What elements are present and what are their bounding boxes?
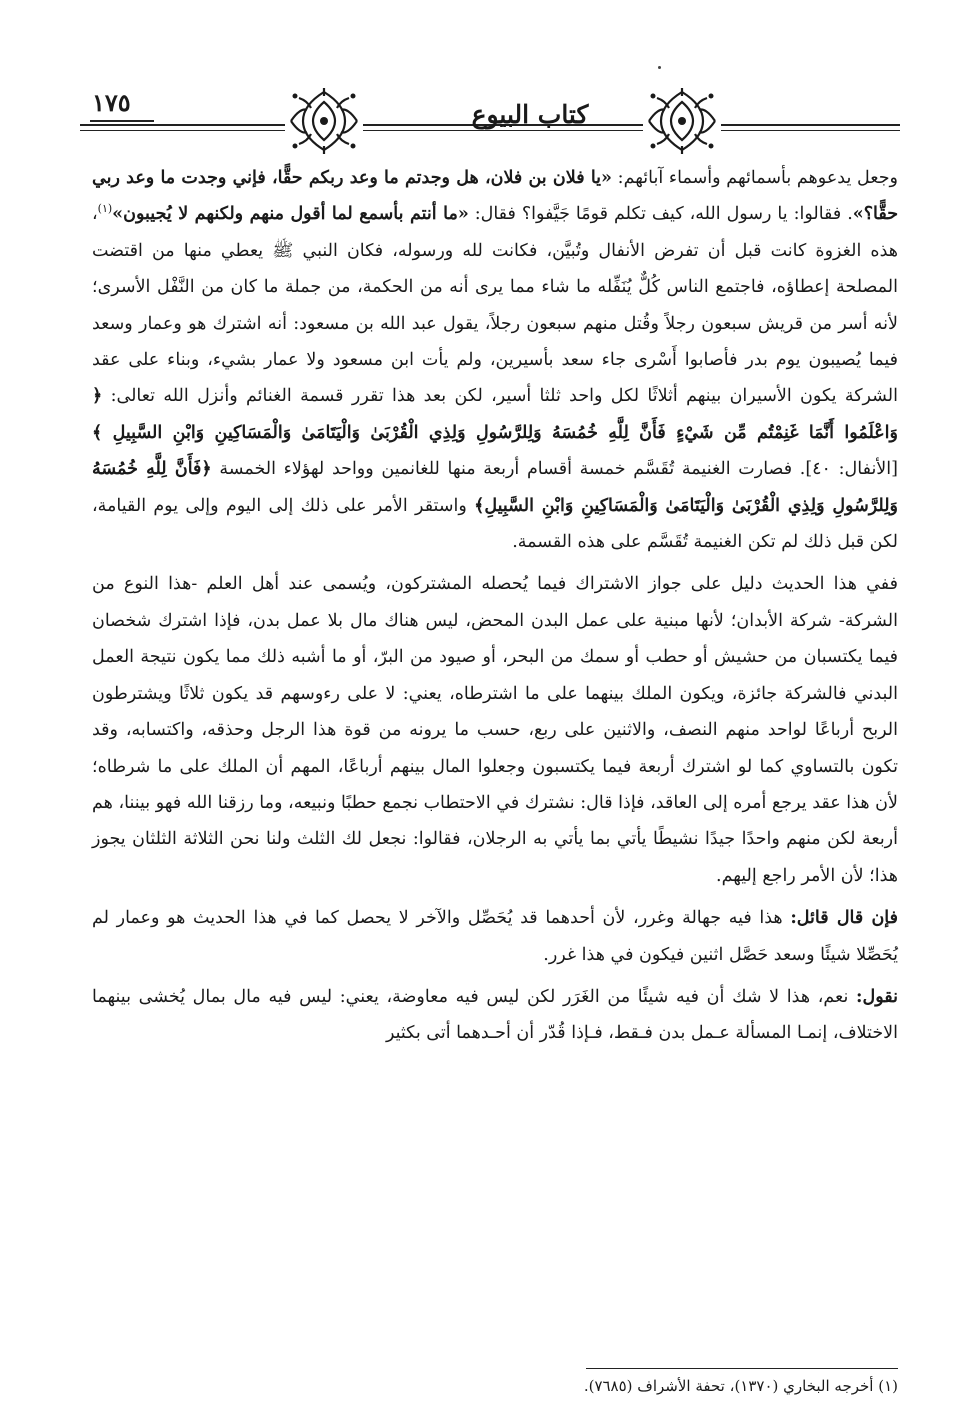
text-run: [الأنفال: ٤٠]. فصارت الغنيمة تُقَسَّم خمسة أقسام أربعة منها للغانمين وواحد لهؤلاء الخمسة — [211, 459, 898, 480]
body-text — [92, 160, 898, 1052]
page-number-underline — [90, 120, 154, 122]
paragraph — [92, 160, 898, 560]
text-run: واستقر الأمر على ذلك إلى اليوم وإلى يوم القيامة، لكن قبل ذلك لم تكن الغنيمة تُقَسَّم على هذه القسمة. — [92, 495, 898, 553]
text-run: هذا فيه جهالة وغرر، لأن أحدهما قد يُحَصِّل والآخر لا يحصل كما في هذا الحديث هو وعمار لم يُحَصِّلا شيئًا وسعد حَصَّل اثنين فيكون في هذا غرر. — [92, 908, 898, 965]
page-number: ١٧٥ — [92, 88, 131, 117]
footnote: (١) أخرجه البخاري (١٣٧٠)، تحفة الأشراف (٧٦٨٥). — [583, 1377, 898, 1395]
text-run: . فقالوا: يا رسول الله، كيف تكلم قومًا جَيَّفوا؟ فقال: — [468, 204, 853, 225]
quran-verse: ﴿فَأَنَّ لِلَّهِ خُمُسَهُ وَلِلرَّسُولِ وَلِذِي الْقُرْبَىٰ وَالْيَتَامَىٰ وَالْمَسَاكِينِ وَابْنِ السَّبِيلِ﴾ — [92, 459, 898, 516]
paragraph — [92, 900, 898, 973]
hadith-quote: نقول: — [856, 986, 898, 1007]
floral-ornament-icon — [285, 86, 363, 156]
header-rule-center-thin — [363, 130, 643, 131]
footnote-marker: (١) — [97, 202, 113, 216]
header-rule-left-thin — [80, 130, 285, 131]
quran-verse: ﴿ وَاعْلَمُوا أَنَّمَا غَنِمْتُم مِّن شَيْءٍ فَأَنَّ لِلَّهِ خُمُسَهُ وَلِلرَّسُولِ وَلِذِي الْقُرْبَىٰ وَالْيَتَامَىٰ وَالْمَسَاكِينِ وَابْنِ السَّبِيلِ ﴾ — [92, 386, 898, 443]
hadith-quote: فإن قال قائل: — [790, 908, 898, 929]
header-rule-right-thin — [721, 130, 900, 131]
book-title: كتاب البيوع — [471, 100, 589, 129]
footnote-rule — [586, 1368, 898, 1369]
text-run: ففي هذا الحديث دليل على جواز الاشتراك فيما يُحصله المشتركون، ويُسمى عند أهل العلم -هذا النوع من الشركة- شركة الأبدان؛ لأنها مبنية على عمل البدن المحض، ليس هناك مال بلا عمل بدن، فإذا اشترك شخصان فيما يكتسبان من حشيش أو حطب أو سمك من البحر، أو صيود من البرّ، أو ما أشبه ذلك مما يكون نتيجة العمل البدني فالشركة جائزة، ويكون الملك بينهما على ما اشترطاه، يعني: لا على رءوسهم قد يكون ثلاثًا ويشترطون الربح أرباعًا لواحد منهم النصف، والاثنين على ربع، حسب ما يرونه من قوة هذا الرجل وحذقه، واكتسابه، وقد تكون بالتساوي كما لو اشترك أربعة فيما يكتسبون وجعلوا المال بينهم أرباعًا، المهم أن الملك على ما شرطاه؛ لأن هذا عقد يرجع أمره إلى العاقد، فإذا قال: نشترك في الاحتطاب نجمع حطبًا ونبيعه، وما رزقنا الله فهو بيننا، هم أربعة لكن منهم واحدًا جيدًا نشيطًا يأتي بما يأتي به الرجلان، فقالوا: نجعل لك الثلث ولنا نحن الثلاثة الثلثان يجوز هذا؛ لأن الأمر راجع إليهم. — [92, 574, 898, 886]
page-header — [80, 84, 900, 156]
paragraph — [92, 566, 898, 894]
text-run: ، هذه الغزوة كانت قبل أن تفرض الأنفال وتُبيَّن، فكانت لله ورسوله، فكان النبي ﷺ يعطي منها من اقتضت المصلحة إعطاؤه، فاجتمع الناس كُلٌّ يُنَفِّله ما شاء مما يرى أنه من الحكمة، من جملة ما كان من النَّفْل الأسرى؛ لأنه أسر من قريش سبعون رجلاً وقُتل منهم سبعون رجلاً، يقول عبد الله بن مسعود: أنه اشترك هو وعمار وسعد فيما يُصيبون يوم بدر فأصابوا أَسْرى جاء سعد بأسيرين، ولم يأت ابن مسعود ولا عمار بشيء، وبناء على عقد الشركة يكون الأسيران بينهم أثلاثًا لكل واحد ثلثا أسير، لكن بعد هذا تقرر قسمة الغنائم وأنزل الله تعالى: — [92, 204, 898, 407]
header-rule-left — [80, 124, 285, 126]
text-run: وجعل يدعوهم بأسمائهم وأسماء آبائهم: — [611, 168, 898, 188]
hadith-quote: «يا فلان بن فلان، هل وجدتم ما وعد ربكم حقًّا، فإني وجدت ما وعد ربي حقًّا؟» — [92, 168, 899, 225]
header-rule-right — [721, 124, 900, 126]
hadith-quote: «ما أنتم بأسمع لما أقول منهم ولكنهم لا يُجيبون» — [112, 204, 469, 225]
stray-mark — [658, 66, 661, 69]
text-run: نعم، هذا لا شك أن فيه شيئًا من الغَرَر لكن ليس فيه معاوضة، يعني: ليس فيه مال بمال يُخشى بينهما الاختلاف، إنمـا المسألة عـمل بدن فـقط، فـإذا قُدّر أن أحـدهما أتى بكثير — [92, 986, 898, 1044]
paragraph — [92, 979, 898, 1052]
